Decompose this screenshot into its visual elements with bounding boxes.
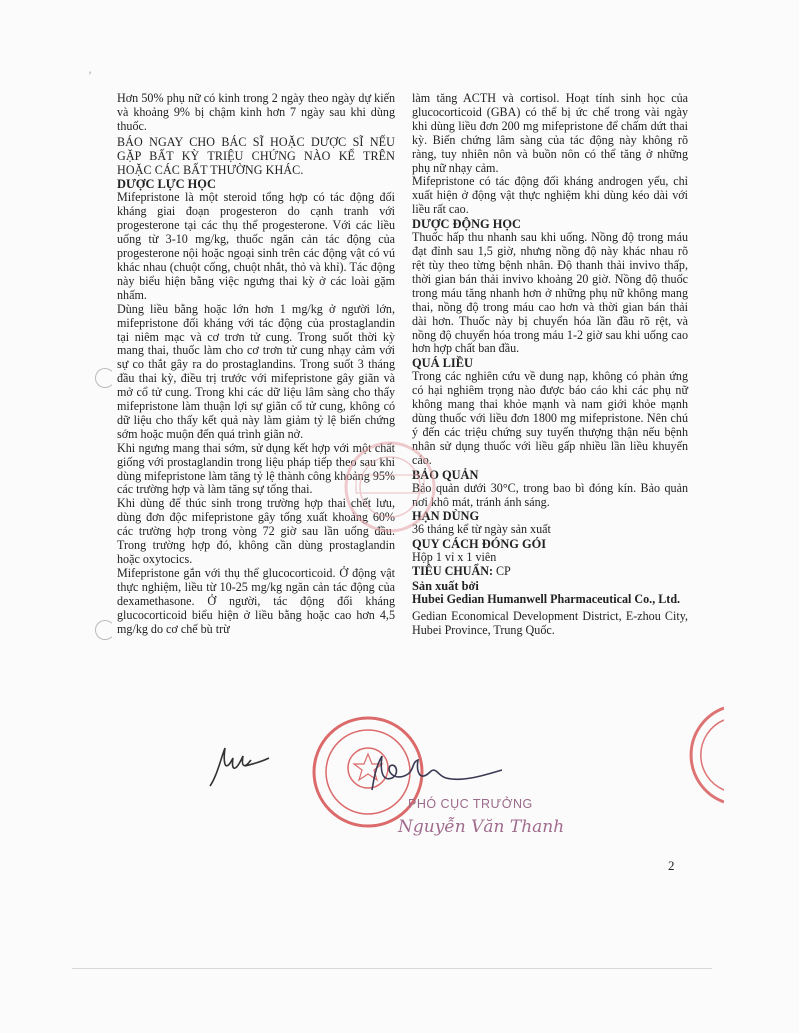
paragraph-absorption: Thuốc hấp thu nhanh sau khi uống. Nồng độ trong máu đạt đỉnh sau 1,5 giờ, nhưng nồng độ này khác nhau rõ rệt tùy theo từng bệnh nhân. Độ thanh thải invivo thấp, thời gian bán thải invivo khoảng 20 giờ. Nồng độ thuốc trong máu tăng nhanh hơn ở những phụ nữ không mang thai, nồng độ trong máu cao hơn và thời gian bán thải dài hơn. Thuốc này bị chuyển hóa lần đầu rõ rệt, và nồng độ chuyển hóa trong máu 1-2 giờ sau khi uống cao hơn hợp chất ban đầu. [412, 230, 688, 356]
paragraph-dose: Dùng liều bằng hoặc lớn hơn 1 mg/kg ở người lớn, mifepristone đối kháng với tác động của prostaglandin tại niêm mạc và cơ trơn tử cung. Trong suốt thời kỳ mang thai, thuốc làm cho cơ trơn tử cung nhạy cảm với sự co thắt gây ra do prostaglandins. Trong suốt 3 tháng đầu thai kỳ, điều trị trước với mifepristone gây giãn và mở cổ tử cung. Trong khi các dữ liệu lâm sàng cho thấy mifepristone làm thuận lợi sự giãn cổ tử cung, không có dữ liệu cho thấy kết quả này làm giảm tỷ lệ biến chứng sớm hoặc muộn đến quá trình giãn nở. [117, 301, 395, 441]
paragraph-acth: làm tăng ACTH và cortisol. Hoạt tính sinh học của glucocorticoid (GBA) có thể bị ức chế trong vài ngày khi dùng liều đơn 200 mg mifepristone để chấm dứt thai kỳ. Biến chứng lâm sàng của tác động này không rõ ràng, tuy nhiên nôn và buồn nôn có thể tăng ở những phụ nữ nhạy cảm. [412, 91, 688, 175]
manufacturer-address: Gedian Economical Development District, E-zhou City, Hubei Province, Trung Quốc. [412, 609, 688, 637]
paragraph-shelf-life: 36 tháng kể từ ngày sản xuất [412, 522, 551, 537]
paragraph-storage: Bảo quản dưới 30°C, trong bao bì đóng kín. Bảo quản nơi khô mát, tránh ánh sáng. [412, 480, 688, 509]
manufacturer-name: Hubei Gedian Humanwell Pharmaceutical Co., Ltd. [412, 592, 681, 607]
paragraph-overdose: Trong các nghiên cứu về dung nạp, không có phản ứng có hại nghiêm trọng nào được báo cáo khi các phụ nữ không mang thai khỏe mạnh và nam giới khỏe mạnh dùng thuốc với liều đơn 1800 mg mifepristone. Nên chú ý đến các triệu chứng suy tuyến thượng thận nếu bệnh nhân sử dụng thuốc với liều gấp nhiều lần liều khuyến cáo. [412, 369, 688, 467]
faint-stamp [340, 437, 440, 537]
heading-shelf-life: HẠN DÙNG [412, 509, 480, 524]
left-column [117, 92, 395, 636]
paragraph-steroid: Mifepristone là một steroid tổng hợp có tác động đối kháng giai đoạn progesteron do cạnh tranh với progesterone tại các thụ thể progesterone. Với các liều uống từ 3-10 mg/kg, thuốc ngăn cản tác động của progesterone nội hoặc ngoại sinh trên các động vật có vú khác nhau (chuột cống, chuột nhắt, thỏ và khỉ). Tác động này biểu hiện bằng việc ngưng thai kỳ ở các loài gặm nhấm. [117, 190, 395, 302]
paragraph-androgen: Mifepristone có tác động đối kháng androgen yếu, chỉ xuất hiện ở động vật thực nghiệm khi dùng kéo dài với liều rất cao. [412, 174, 688, 217]
heading-overdose: QUÁ LIỀU [412, 356, 473, 371]
punch-hole-bottom [95, 620, 115, 640]
paragraph-glucocorticoid: Mifepristone gắn với thụ thể glucocorticoid. Ở động vật thực nghiệm, liều từ 10-25 mg/kg ngăn cản tác động của dexamethasone. Ở người, tác động đối kháng glucocorticoid biểu hiện ở liều bằng hoặc cao hơn 4,5 mg/kg do cơ chế bù trừ [117, 565, 395, 636]
standard-value: CP [492, 564, 511, 579]
heading-pharmacokinetics: DƯỢC ĐỘNG HỌC [412, 217, 521, 232]
page-number: 2 [668, 858, 675, 873]
paragraph-fetal-death: Khi dùng để thúc sinh trong trường hợp thai chết lưu, dùng đơn độc mifepristone gây tống xuất khoảng 60% các trường hợp trong vòng 72 giờ sau lần uống đầu. Trong trường hợp đó, không cần dùng prostaglandin hoặc oxytocics. [117, 496, 395, 566]
punch-hole-top [95, 368, 115, 388]
paragraph-packaging: Hộp 1 vỉ x 1 viên [412, 550, 497, 565]
edge-seal [664, 700, 724, 810]
bottom-divider [72, 968, 712, 969]
right-column [412, 92, 688, 638]
heading-standard: TIÊU CHUẨN: [412, 564, 493, 579]
heading-manufacturer: Sản xuất bởi [412, 579, 479, 594]
corner-mark: ’ [88, 68, 92, 82]
standard-line [412, 565, 688, 579]
heading-storage: BẢO QUẢN [412, 467, 479, 482]
paragraph-menstruation: Hơn 50% phụ nữ có kinh trong 2 ngày theo ngày dự kiến và khoảng 9% bị chậm kinh hơn 7 ngày sau khi dùng thuốc. [117, 91, 395, 133]
signature-title: PHÓ CỤC TRƯỞNG [408, 797, 533, 811]
signature-right [366, 748, 506, 798]
warning-notice: BÁO NGAY CHO BÁC SĨ HOẶC DƯỢC SĨ NẾU GẶP BẤT KỲ TRIỆU CHỨNG NÀO KỂ TRÊN HOẶC CÁC BẤT THƯỜNG KHÁC. [117, 134, 395, 177]
signature-name: Nguyễn Văn Thanh [398, 817, 565, 837]
signature-left [205, 738, 275, 793]
paragraph-early-termination: Khi ngưng mang thai sớm, sử dụng kết hợp với một chất giống với prostaglandin trong liệu pháp tiếp theo sau khi dùng mifepristone làm tăng tỷ lệ thành công khoảng 95% các trường hợp và làm tăng sự tống thai. [117, 440, 395, 497]
heading-packaging: QUY CÁCH ĐÓNG GÓI [412, 537, 547, 552]
heading-pharmacodynamics: DƯỢC LỰC HỌC [117, 177, 216, 192]
